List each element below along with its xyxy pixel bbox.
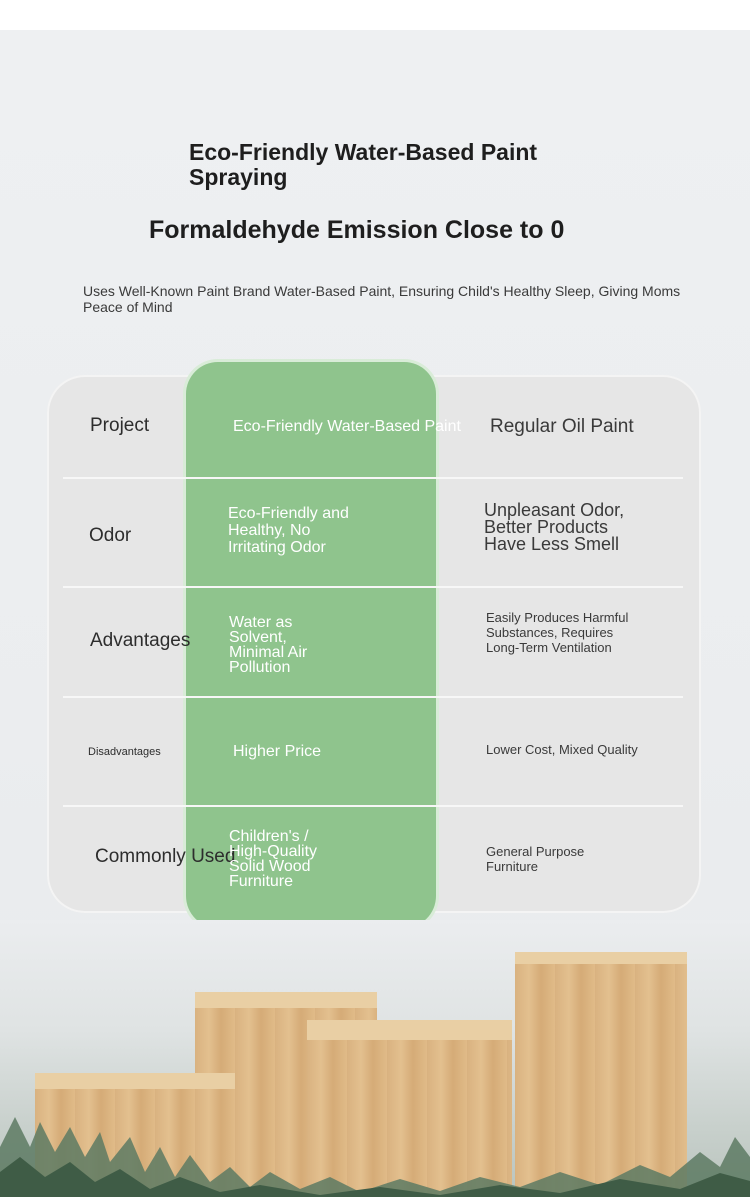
header-water-based-paint: Eco-Friendly Water-Based Paint xyxy=(233,418,461,435)
row-divider xyxy=(63,805,683,807)
forest-trees xyxy=(0,1077,750,1197)
wood-blocks-forest-image xyxy=(0,920,750,1197)
disadvantages-regular: Lower Cost, Mixed Quality xyxy=(486,742,638,757)
row-divider xyxy=(63,696,683,698)
advantages-regular: Easily Produces Harmful Substances, Requires Long-Term Ventilation xyxy=(486,610,629,655)
commonly-used-water-based: Children's / High-Quality Solid Wood Furniture xyxy=(229,828,318,890)
row-label-advantages: Advantages xyxy=(90,630,191,651)
odor-regular: Unpleasant Odor, Better Products Have Less Smell xyxy=(484,500,625,554)
row-divider xyxy=(63,586,683,588)
page-subtitle: Formaldehyde Emission Close to 0 xyxy=(149,216,565,244)
odor-water-based: Eco-Friendly and Healthy, No Irritating Odor xyxy=(228,505,349,556)
commonly-used-regular: General Purpose Furniture xyxy=(486,844,585,874)
header-label-project: Project xyxy=(90,415,150,436)
disadvantages-water-based: Higher Price xyxy=(233,743,322,760)
row-divider xyxy=(63,477,683,479)
row-label-commonly-used: Commonly Used xyxy=(95,846,236,867)
row-label-disadvantages: Disadvantages xyxy=(88,746,161,758)
page-title: Eco-Friendly Water-Based Paint Spraying xyxy=(189,139,538,190)
row-label-odor: Odor xyxy=(89,525,132,546)
advantages-water-based: Water as Solvent, Minimal Air Pollution xyxy=(229,614,308,676)
header-regular-oil-paint: Regular Oil Paint xyxy=(490,416,634,437)
page-description: Uses Well-Known Paint Brand Water-Based Paint, Ensuring Child's Healthy Sleep, Giving Moms Peace of Mind xyxy=(83,283,681,315)
